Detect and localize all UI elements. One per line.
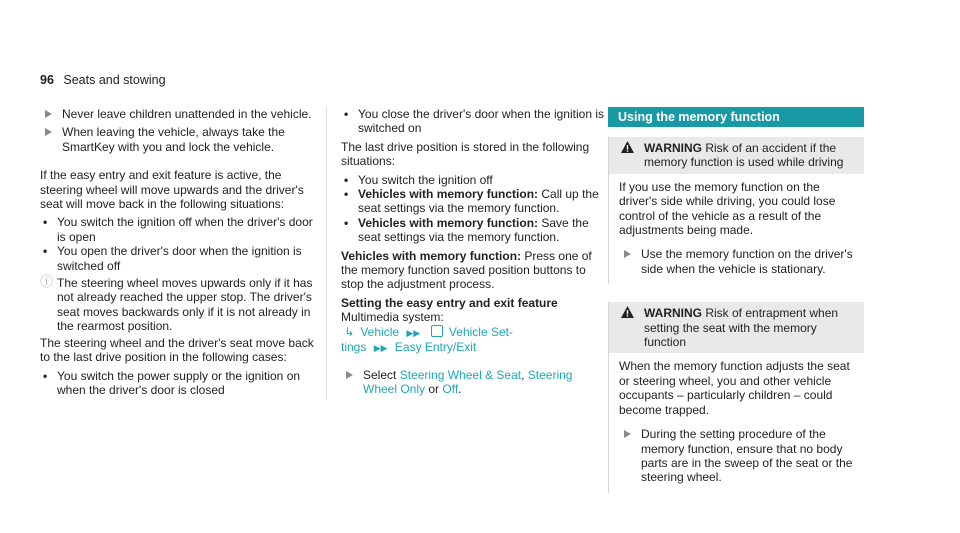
section-banner: Using the memory function	[608, 107, 864, 127]
menu-path-continued	[341, 340, 607, 355]
step-arrow-icon	[45, 110, 52, 118]
instruction-step: When leaving the vehicle, always take the SmartKey with you and lock the vehicle.	[40, 125, 315, 154]
bullet-icon: •	[43, 368, 48, 383]
menu-vehicle-link[interactable]: Vehicle	[360, 324, 400, 339]
paragraph: Vehicles with memory function: Press one of the memory function saved position buttons to stop the adjustment process.	[341, 248, 592, 292]
menu-path	[341, 325, 607, 340]
instruction-step: Use the memory function on the driver's side when the vehicle is stationary.	[619, 247, 858, 276]
bullet-item: • You open the driver's door when the ignition is switched off	[43, 244, 302, 273]
instruction-step: Never leave children unattended in the vehicle.	[40, 107, 315, 121]
option-off[interactable]: Off	[442, 381, 459, 396]
system-label: Multimedia system:	[341, 310, 444, 325]
section-title: Seats and stowing	[63, 73, 166, 87]
bullet-icon: •	[43, 244, 48, 259]
column-middle	[326, 107, 607, 400]
warning-header	[609, 302, 864, 353]
option-steering-wheel-seat[interactable]: Steering Wheel & Seat	[399, 367, 522, 382]
chevron-double-right-icon: ▶▶	[373, 343, 388, 354]
bullet-item: • You switch the ignition off	[344, 172, 493, 187]
warning-label: WARNING	[644, 306, 702, 321]
bullet-item: • You close the driver's door when the ignition is switched on	[344, 107, 604, 136]
warning-box	[608, 302, 864, 492]
step-arrow-icon	[624, 250, 631, 258]
bullet-item: • Vehicles with memory function: Save the seat settings via the memory function.	[344, 215, 589, 245]
paragraph: The last drive position is stored in the following situations:	[341, 139, 590, 169]
menu-vehicle-settings-link-cont[interactable]: tings	[341, 340, 367, 355]
column-left	[40, 107, 315, 397]
bullet-icon: •	[344, 107, 349, 121]
menu-vehicle-settings-link[interactable]: Vehicle Set-	[448, 324, 513, 339]
step-arrow-icon	[346, 371, 353, 379]
column-right	[608, 107, 864, 511]
warning-triangle-icon	[621, 306, 634, 318]
warning-header	[609, 137, 864, 174]
warning-triangle-icon	[621, 141, 634, 153]
info-icon: ⓘ	[40, 274, 54, 290]
warning-body: When the memory function adjusts the seat or steering wheel, you and other vehicle occupants – particularly children – could become trapped. During the setting procedure of the memory function, ensure that no body parts are in the sweep of the seat or the steering wheel.	[609, 353, 864, 492]
paragraph: The steering wheel and the driver's seat move back to the last drive position in the following cases:	[40, 335, 314, 365]
warning-title: Risk of an accident if the memory function is used while driving	[644, 141, 844, 170]
bullet-icon: •	[344, 172, 349, 187]
warning-label: WARNING	[644, 141, 702, 155]
bullet-icon: •	[344, 187, 349, 202]
paragraph: If the easy entry and exit feature is active, the steering wheel will move upwards and the driver's seat will move back in the following situations:	[40, 168, 304, 212]
bullet-item: • Vehicles with memory function: Call up the seat settings via the memory function.	[344, 187, 599, 216]
menu-easy-entry-link[interactable]: Easy Entry/Exit	[394, 340, 477, 355]
subheading: Setting the easy entry and exit feature	[341, 295, 558, 310]
page-header	[40, 73, 166, 87]
page-number: 96	[40, 73, 54, 87]
instruction-step: During the setting procedure of the memory function, ensure that no body parts are in the sweep of the seat or the steering wheel.	[619, 427, 858, 485]
option-steering-wheel-only[interactable]: Steering Wheel Only	[363, 367, 573, 396]
bullet-icon: •	[344, 215, 349, 230]
warning-box	[608, 137, 864, 284]
note: ⓘ The steering wheel moves upwards only if it has not already reached the upper stop. The driver's seat moves backwards only if it is not already in the rearmost position.	[40, 274, 313, 334]
car-settings-icon	[431, 325, 443, 337]
bullet-item: • You switch the power supply or the ignition on when the driver's door is closed	[43, 368, 301, 397]
step-arrow-icon	[624, 430, 631, 438]
warning-title: Risk of entrapment when setting the seat with the memory function	[644, 306, 839, 350]
bullet-icon: •	[43, 215, 48, 230]
instruction-step: Select Steering Wheel & Seat, Steering Wheel Only or Off.	[341, 368, 607, 397]
step-arrow-icon	[45, 128, 52, 136]
chevron-double-right-icon: ▶▶	[406, 327, 421, 338]
bullet-item: • You switch the ignition off when the driver's door is open	[43, 215, 313, 244]
warning-body: If you use the memory function on the driver's side while driving, you could lose control of the vehicle as a result of the adjustments being made. Use the memory function on the driver's side when the vehicle is stationary.	[609, 174, 864, 284]
menu-start-icon: ↳	[341, 324, 355, 339]
